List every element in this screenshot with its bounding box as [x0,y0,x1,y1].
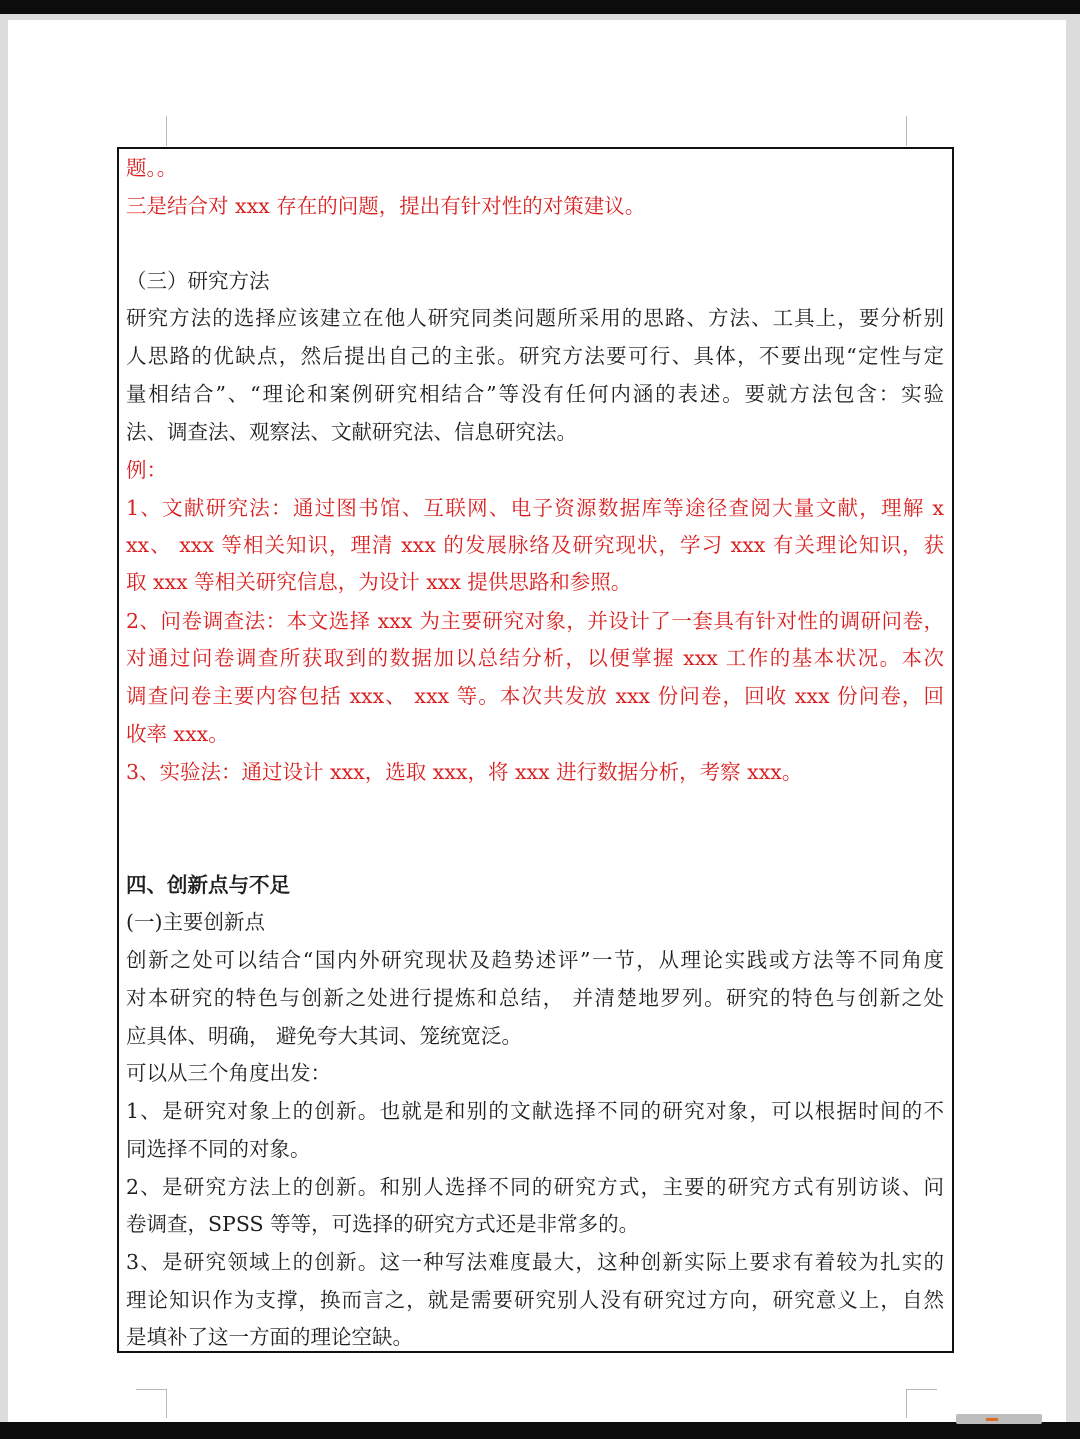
window-bottom-bar [0,1422,1080,1439]
text-line: 三是结合对 xxx 存在的问题，提出有针对性的对策建议。 [126,194,646,218]
text-line: 卷调查，SPSS 等等，可选择的研究方式还是非常多的。 [126,1212,640,1236]
text-line: 题。。 [126,156,178,180]
text-line: 2、是研究方法上的创新。和别人选择不同的研究方式，主要的研究方式有别访谈、问 [126,1175,944,1199]
text-line: 是填补了这一方面的理论空缺。 [126,1325,413,1349]
horizontal-scrollbar[interactable] [956,1414,1042,1424]
text-line: 2、问卷调查法：本文选择 xxx 为主要研究对象，并设计了一套具有针对性的调研问卷， [126,609,944,633]
text-line: 3、是研究领域上的创新。这一种写法难度最大，这种创新实际上要求有着较为扎实的 [126,1250,944,1274]
text-line: 对通过问卷调查所获取到的数据加以总结分析，以便掌握 xxx 工作的基本状况。本次 [126,646,944,670]
margin-marker-bottom-right [906,1389,937,1418]
text-line: 取 xxx 等相关研究信息，为设计 xxx 提供思路和参照。 [126,570,632,594]
text-line: 法、调查法、观察法、文献研究法、信息研究法。 [126,420,577,444]
section-heading: 四、创新点与不足 [126,873,290,897]
text-line: 量相结合”、“理论和案例研究相结合”等没有任何内涵的表述。要就方法包含：实验 [126,382,944,406]
text-line: 创新之处可以结合“国内外研究现状及趋势述评”一节，从理论实践或方法等不同角度 [126,948,944,972]
subsection-heading: (一)主要创新点 [126,910,265,934]
text-line: 研究方法的选择应该建立在他人研究同类问题所采用的思路、方法、工具上，要分析别 [126,306,944,330]
text-line: 对本研究的特色与创新之处进行提炼和总结， 并清楚地罗列。研究的特色与创新之处 [126,986,944,1010]
margin-marker-top-left [166,116,167,146]
window-top-bar [0,0,1080,14]
text-line: 调查问卷主要内容包括 xxx、 xxx 等。本次共发放 xxx 份问卷，回收 xxx 份问卷，回 [126,684,944,708]
margin-marker-bottom-left [136,1389,167,1418]
text-line: 同选择不同的对象。 [126,1137,311,1161]
text-line: 3、实验法：通过设计 xxx，选取 xxx，将 xxx 进行数据分析，考察 xxx。 [126,760,803,784]
subsection-heading: （三）研究方法 [126,269,270,293]
text-line: xx、 xxx 等相关知识，理清 xxx 的发展脉络及研究现状，学习 xxx 有关理论知识，获 [126,533,944,557]
scrollbar-accent [986,1418,998,1421]
text-line: 应具体、明确， 避免夸大其词、笼统宽泛。 [126,1024,523,1048]
example-label: 例： [126,458,167,482]
text-line: 理论知识作为支撑，换而言之，就是需要研究别人没有研究过方向，研究意义上，自然 [126,1288,944,1312]
text-line: 人思路的优缺点，然后提出自己的主张。研究方法要可行、具体，不要出现“定性与定 [126,344,944,368]
text-line: 1、是研究对象上的创新。也就是和别的文献选择不同的研究对象，可以根据时间的不 [126,1099,944,1123]
text-line: 收率 xxx。 [126,722,229,746]
text-line: 可以从三个角度出发： [126,1061,331,1085]
margin-marker-top-right [906,116,907,146]
text-line: 1、文献研究法：通过图书馆、互联网、电子资源数据库等途径查阅大量文献，理解 x [126,496,944,520]
